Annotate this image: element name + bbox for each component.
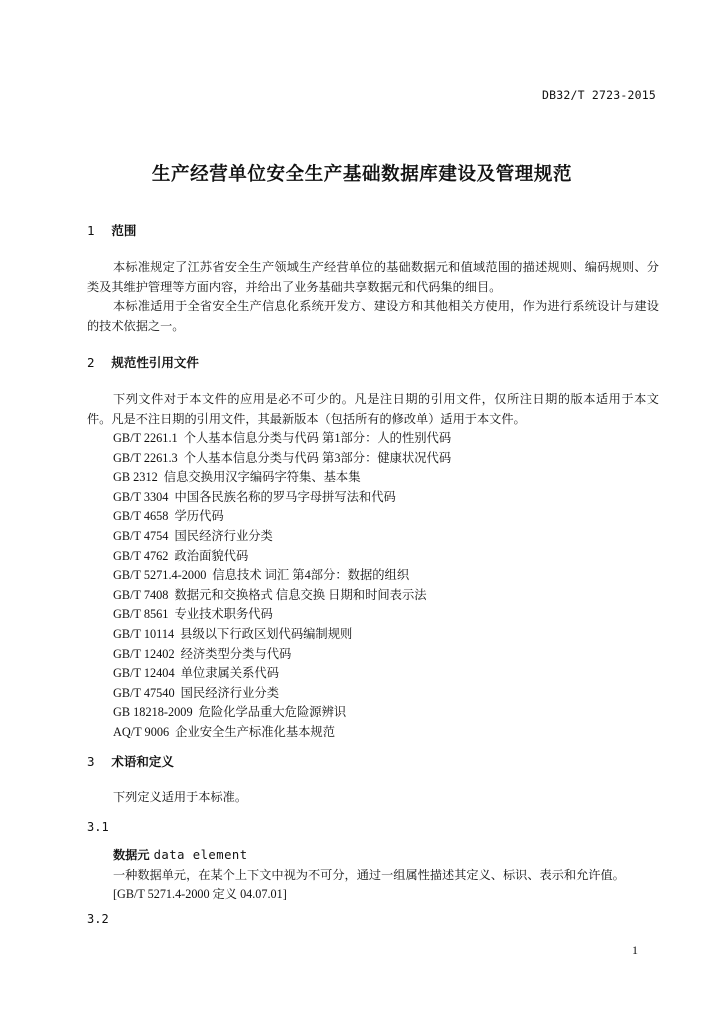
reference-item [113, 468, 451, 488]
reference-title: 个人基本信息分类与代码 第1部分：人的性别代码 [183, 431, 452, 445]
reference-item [113, 605, 451, 625]
reference-title: 信息交换用汉字编码字符集、基本集 [163, 470, 361, 485]
reference-item [113, 429, 451, 449]
reference-item [113, 507, 451, 527]
subsection-number: 3.2 [87, 912, 109, 926]
reference-code: GB 2312 [113, 470, 158, 485]
reference-item [113, 566, 451, 586]
reference-item [113, 488, 451, 508]
reference-item [113, 664, 451, 684]
page-number: 1 [632, 943, 638, 957]
reference-item [113, 645, 451, 665]
section-title: 范围 [111, 223, 137, 238]
term-source: [GB/T 5271.4-2000 定义 04.07.01] [113, 887, 287, 902]
document-title: 生产经营单位安全生产基础数据库建设及管理规范 [151, 164, 573, 185]
document-code: DB32/T 2723-2015 [542, 88, 656, 102]
term-entry [113, 846, 625, 905]
reference-title: 危险化学品重大危险源辨识 [198, 705, 347, 720]
term-chinese: 数据元 [113, 848, 150, 862]
reference-code: GB/T 2261.3 [113, 450, 178, 465]
reference-code: AQ/T 9006 [113, 724, 170, 739]
reference-code: GB/T 5271.4-2000 [113, 568, 207, 583]
reference-title: 信息技术 词汇 第4部分：数据的组织 [212, 568, 410, 583]
section-title: 规范性引用文件 [111, 355, 199, 370]
reference-title: 专业技术职务代码 [174, 607, 273, 622]
reference-item [113, 527, 451, 547]
section-title: 术语和定义 [111, 754, 174, 769]
reference-item [113, 586, 451, 606]
reference-title: 学历代码 [174, 509, 224, 524]
term-definition: 一种数据单元，在某个上下文中视为不可分，通过一组属性描述其定义、标识、表示和允许值。 [113, 867, 625, 882]
reference-title: 个人基本信息分类与代码 第3部分：健康状况代码 [183, 450, 452, 465]
reference-title: 单位隶属关系代码 [180, 666, 279, 681]
reference-code: GB/T 47540 [113, 685, 175, 700]
scope-paragraph-1: 本标准规定了江苏省安全生产领域生产经营单位的基础数据元和值域范围的描述规则、编码规则、分类及其维护管理等方面内容，并给出了业务基础共享数据元和代码集的细目。 [87, 260, 659, 294]
reference-item [113, 723, 451, 743]
subsection-number: 3.1 [87, 820, 109, 834]
section-3-heading [87, 752, 174, 770]
reference-code: GB/T 12404 [113, 666, 175, 681]
reference-code: GB/T 2261.1 [113, 431, 178, 445]
reference-code: GB/T 12402 [113, 646, 175, 661]
reference-code: GB/T 4762 [113, 548, 169, 563]
section-number: 1 [87, 223, 95, 238]
reference-code: GB/T 8561 [113, 607, 169, 622]
term-heading [113, 846, 625, 866]
reference-item [113, 684, 451, 704]
section-number: 3 [87, 754, 95, 769]
reference-title: 数据元和交换格式 信息交换 日期和时间表示法 [174, 587, 427, 602]
reference-code: GB/T 4658 [113, 509, 169, 524]
reference-title: 政治面貌代码 [174, 548, 249, 563]
reference-item [113, 625, 451, 645]
reference-code: GB 18218-2009 [113, 705, 193, 720]
term-english: data element [153, 848, 248, 862]
reference-item [113, 703, 451, 723]
scope-paragraph-2: 本标准适用于全省安全生产信息化系统开发方、建设方和其他相关方使用，作为进行系统设计与建设的技术依据之一。 [87, 299, 659, 333]
definitions-intro: 下列定义适用于本标准。 [113, 790, 248, 804]
reference-list [113, 429, 451, 743]
section-2-heading [87, 353, 199, 371]
reference-code: GB/T 10114 [113, 626, 175, 641]
reference-title: 国民经济行业分类 [180, 685, 279, 700]
reference-title: 中国各民族名称的罗马字母拼写法和代码 [174, 489, 396, 504]
reference-item [113, 449, 451, 469]
reference-item [113, 547, 451, 567]
section-1-heading [87, 221, 136, 239]
reference-code: GB/T 3304 [113, 489, 169, 504]
reference-title: 经济类型分类与代码 [180, 646, 292, 661]
reference-title: 企业安全生产标准化基本规范 [175, 724, 336, 739]
reference-title: 县级以下行政区划代码编制规则 [180, 626, 353, 641]
section-number: 2 [87, 355, 95, 370]
reference-code: GB/T 7408 [113, 587, 169, 602]
reference-title: 国民经济行业分类 [174, 528, 273, 543]
reference-code: GB/T 4754 [113, 528, 169, 543]
references-intro: 下列文件对于本文件的应用是必不可少的。凡是注日期的引用文件，仅所注日期的版本适用于本文件。凡是不注日期的引用文件，其最新版本（包括所有的修改单）适用于本文件。 [87, 392, 659, 426]
